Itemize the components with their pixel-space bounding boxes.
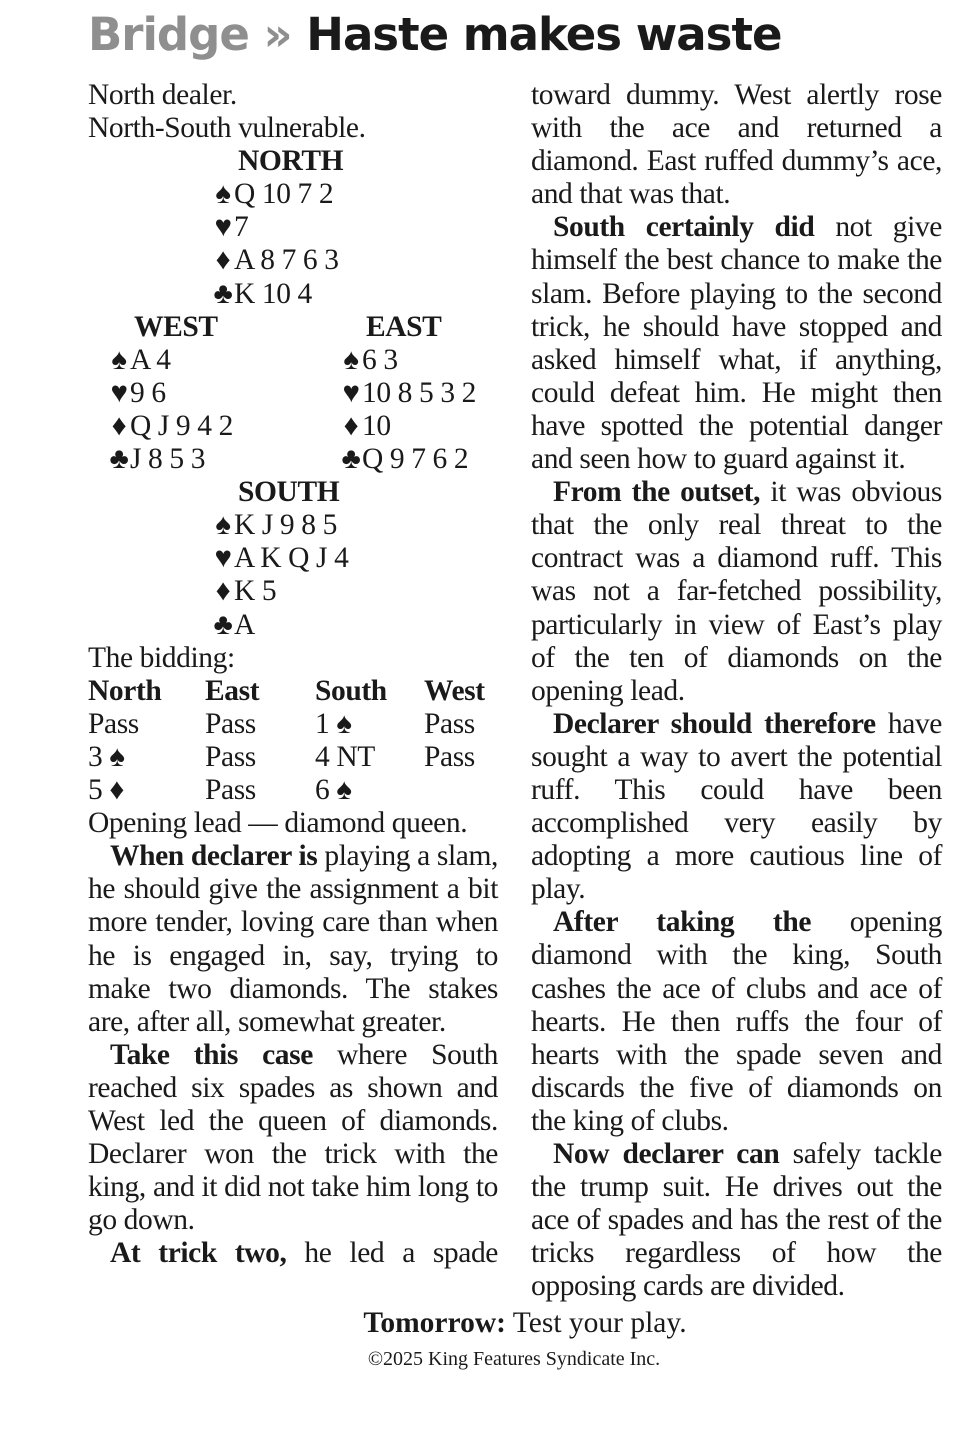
bid-cell bbox=[424, 774, 498, 807]
bidding-header-east: East bbox=[205, 674, 260, 707]
south-clubs: ♣A bbox=[213, 608, 255, 641]
bid-cell: 6 ♠ bbox=[315, 774, 352, 807]
north-clubs: ♣K 10 4 bbox=[213, 277, 312, 310]
bidding-row bbox=[88, 774, 498, 807]
west-east-hands bbox=[88, 311, 498, 477]
left-column bbox=[88, 79, 498, 1270]
bid-cell: Pass bbox=[205, 740, 256, 773]
east-spades: ♠ 6 3 bbox=[340, 344, 398, 377]
club-icon: ♣ bbox=[341, 443, 361, 476]
section-kicker: Bridge » bbox=[88, 8, 292, 61]
east-diamonds: ♦ 10 bbox=[340, 410, 391, 443]
diamond-icon: ♦ bbox=[215, 575, 231, 608]
vulnerability-line: North-South vulnerable. bbox=[88, 112, 366, 145]
north-label: NORTH bbox=[238, 145, 344, 178]
bid-cell: 1 ♠ bbox=[315, 707, 352, 740]
east-clubs: ♣Q 9 7 6 2 bbox=[341, 443, 469, 476]
south-label: SOUTH bbox=[238, 476, 340, 509]
paragraph: Declarer should therefore have sought a way to avert the potential ruff. This could have been accomplished very easily by adopting a more cautious line of play. bbox=[531, 707, 942, 906]
paragraph: toward dummy. West alertly rose with the ace and returned a diamond. East ruffed dummy’s ace, and that was that. bbox=[531, 79, 942, 211]
bid-cell: Pass bbox=[88, 707, 139, 740]
copyright: ©2025 King Features Syndicate Inc. bbox=[367, 1348, 661, 1370]
west-diamonds: ♦ Q J 9 4 2 bbox=[108, 410, 233, 443]
opening-lead: Opening lead — diamond queen. bbox=[88, 807, 468, 840]
spade-icon: ♠ bbox=[215, 178, 231, 211]
bid-cell: Pass bbox=[424, 740, 475, 773]
club-icon: ♣ bbox=[109, 443, 129, 476]
south-hearts: ♥A K Q J 4 bbox=[212, 542, 348, 575]
right-column bbox=[531, 79, 942, 1303]
paragraph: After taking the opening diamond with the king, South cashes the ace of clubs and ace of hearts. He then ruffs the four of hearts with the spade seven and discards the five of diamonds on the king of clubs. bbox=[531, 906, 942, 1137]
south-diamonds: ♦ K 5 bbox=[212, 575, 276, 608]
bidding-table bbox=[88, 675, 498, 807]
bidding-header-row bbox=[88, 675, 498, 708]
bid-cell: Pass bbox=[424, 707, 475, 740]
tomorrow-teaser: Tomorrow: Test your play. bbox=[363, 1307, 687, 1339]
bid-cell: Pass bbox=[205, 774, 256, 807]
diamond-icon: ♦ bbox=[111, 409, 127, 442]
bidding-label: The bidding: bbox=[88, 641, 235, 674]
bid-cell: 5 ♦ bbox=[88, 774, 124, 807]
west-spades: ♠ A 4 bbox=[108, 344, 171, 377]
heart-icon: ♥ bbox=[214, 211, 232, 244]
paragraph: When declarer is playing a slam, he should give the assignment a bit more tender, loving care than when he is engaged in, say, trying to make two diamonds. The stakes are, after all, somewhat greater. bbox=[88, 840, 498, 1038]
paragraph: From the outset, it was obvious that the only real threat to the contract was a diamond ruff. This was not a far-fetched possibility, particularly in view of East’s play of the ten of diamonds on the opening lead. bbox=[531, 476, 942, 707]
dealer-line: North dealer. bbox=[88, 79, 237, 111]
headline: Haste makes waste bbox=[306, 8, 782, 61]
bidding-header-south: South bbox=[315, 674, 387, 707]
heart-icon: ♥ bbox=[110, 376, 128, 409]
north-hearts: ♥7 bbox=[212, 211, 248, 244]
bidding-header-north: North bbox=[88, 674, 162, 707]
paragraph: Now declarer can safely tackle the trump suit. He drives out the ace of spades and has the rest of the tricks regardless of how the opposing cards are divided. bbox=[531, 1138, 943, 1303]
north-hand bbox=[88, 145, 498, 311]
south-spades: ♠ K J 9 8 5 bbox=[212, 509, 337, 542]
diamond-icon: ♦ bbox=[215, 244, 231, 277]
heart-icon: ♥ bbox=[342, 376, 360, 409]
north-diamonds: ♦ A 8 7 6 3 bbox=[212, 244, 339, 277]
spade-icon: ♠ bbox=[215, 509, 231, 542]
bid-cell: Pass bbox=[205, 707, 256, 740]
east-hearts: ♥10 8 5 3 2 bbox=[340, 377, 476, 410]
bidding-row bbox=[88, 708, 498, 741]
paragraph: At trick two, he led a spade bbox=[110, 1237, 498, 1270]
spade-icon: ♠ bbox=[343, 343, 359, 376]
north-spades: ♠ Q 10 7 2 bbox=[212, 178, 333, 211]
paragraph: South certainly did not give himself the best chance to make the slam. Before playing to the second trick, he should have stopped and asked himself what, if anything, could defeat him. He might then have spotted the potential danger and seen how to guard against it. bbox=[531, 211, 942, 476]
paragraph: Take this case where South reached six spades as shown and West led the queen of diamonds. Declarer won the trick with the king, and it did not take him long to go down. bbox=[88, 1038, 498, 1237]
west-clubs: ♣J 8 5 3 bbox=[109, 443, 206, 476]
west-hearts: ♥9 6 bbox=[108, 377, 166, 410]
spade-icon: ♠ bbox=[111, 343, 127, 376]
south-hand bbox=[88, 476, 498, 642]
west-label: WEST bbox=[134, 310, 218, 343]
heart-icon: ♥ bbox=[214, 542, 232, 575]
article-left bbox=[88, 840, 498, 1270]
bid-cell: 4 NT bbox=[315, 740, 375, 773]
bid-cell: 3 ♠ bbox=[88, 740, 125, 773]
bidding-header-west: West bbox=[424, 674, 485, 707]
bidding-row bbox=[88, 741, 498, 774]
page-title bbox=[88, 6, 782, 64]
diamond-icon: ♦ bbox=[343, 409, 359, 442]
club-icon: ♣ bbox=[213, 608, 233, 641]
club-icon: ♣ bbox=[213, 277, 233, 310]
east-label: EAST bbox=[366, 310, 442, 343]
